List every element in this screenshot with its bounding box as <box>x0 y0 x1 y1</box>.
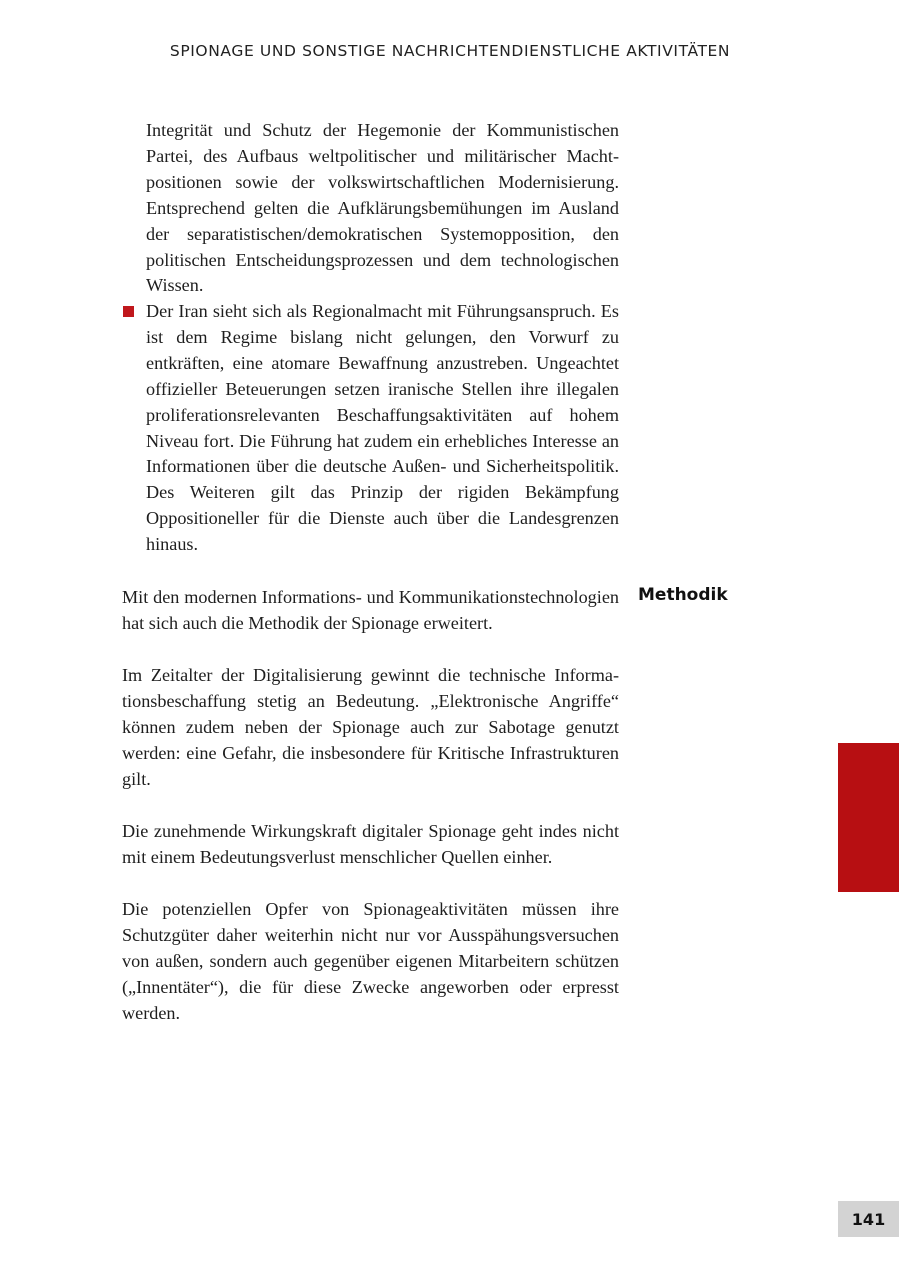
bullet-square-icon <box>123 306 134 317</box>
running-header: SPIONAGE UND SONSTIGE NACHRICHTENDIENSTLICHE AKTIVITÄTEN <box>169 42 731 60</box>
paragraph-text: Die potenziellen Opfer von Spionageaktivitäten müssen ihre Schutzgüter daher weiterhin nicht nur vor Ausspähungsversuchen von außen, sondern auch gegenüber eigenen Mitarbeitern schützen („Innentäter“), die für diese Zwecke angeworben oder erpresst werden. <box>122 899 619 1023</box>
paragraph-menschliche-quellen <box>122 819 619 871</box>
bullet-list-item <box>146 299 619 558</box>
continued-item-text: Integrität und Schutz der Hegemonie der Kommunistischen Partei, des Aufbaus weltpolitischer und militärischer Machtpositionen sowie der volkswirtschaftlichen Modernisierung. Entsprechend gelten die Aufklärungsbemühungen im Ausland der separatistischen/demokratischen Systemopposition, den politischen Entscheidungsprozessen und dem technologischen Wissen. <box>146 120 619 296</box>
paragraph-text: Im Zeitalter der Digitalisierung gewinnt die technische Informationsbeschaffung stetig an Bedeutung. „Elektronische Angriffe“ können zudem neben der Spionage auch zur Sabotage genutzt werden: eine Gefahr, die insbesondere für Kritische Infrastrukturen gilt. <box>122 665 619 789</box>
paragraph-digitalisierung <box>122 663 619 793</box>
paragraph-innentaeter <box>122 897 619 1027</box>
bullet-item-text: Der Iran sieht sich als Regionalmacht mit Führungsanspruch. Es ist dem Regime bislang nicht gelungen, den Vorwurf zu entkräften, eine atomare Bewaffnung anzustreben. Ungeachtet offizieller Beteuerungen setzen iranische Stellen ihre illegalen proliferationsrelevanten Beschaffungsaktivitäten auf hohem Niveau fort. Die Führung hat zudem ein erhebliches Interesse an Informationen über die deutsche Außen- und Sicherheitspolitik. Des Weiteren gilt das Prinzip der rigiden Bekämpfung Oppositioneller für die Dienste auch über die Landesgrenzen hinaus. <box>146 301 619 555</box>
paragraph-text: Mit den modernen Informations- und Kommunikationstechnologien hat sich auch die Methodik der Spionage erweitert. <box>122 587 619 633</box>
paragraph-methodik-intro <box>122 585 619 637</box>
paragraph-text: Die zunehmende Wirkungskraft digitaler Spionage geht indes nicht mit einem Bedeutungsverlust menschlicher Quellen einher. <box>122 821 619 867</box>
page-number: 141 <box>838 1201 899 1237</box>
margin-note-methodik: Methodik <box>638 585 728 605</box>
chapter-thumb-tab <box>838 743 899 892</box>
continued-list-item <box>146 118 619 299</box>
